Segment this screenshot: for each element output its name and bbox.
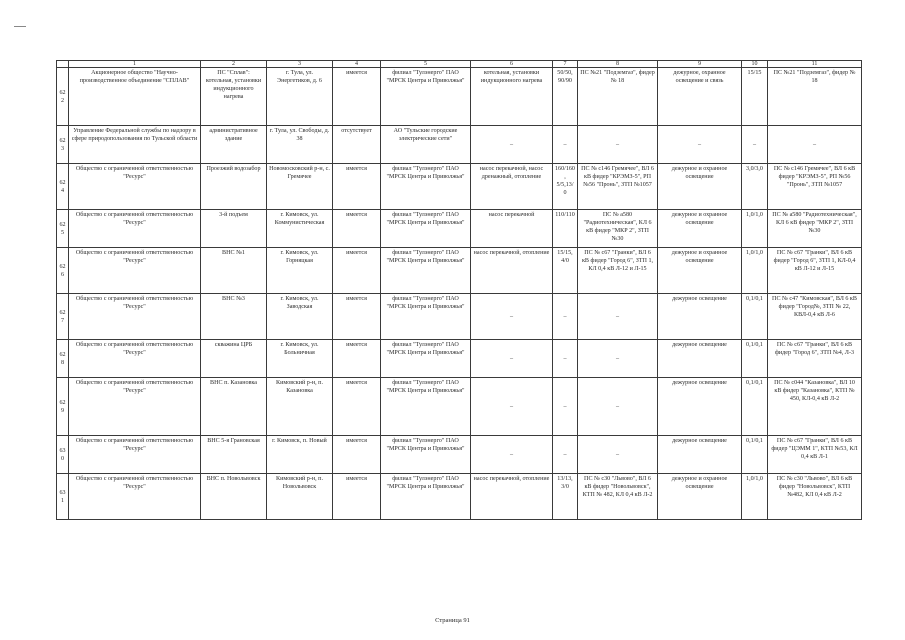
table-cell-col-10: 0,1/0,1	[742, 294, 768, 340]
table-cell-col-3: Новомосковский р-н, с. Гремячее	[267, 164, 333, 210]
table-cell-col-9: дежурное и охранное освещение	[658, 474, 742, 520]
table-cell-col-9: дежурное освещение	[658, 340, 742, 378]
table-cell-col-5: филиал "Тулэнерго" ПАО "МРСК Центра и Приволжья"	[381, 378, 471, 436]
table-cell-col-8: ПС № а580 "Радиотехническая", КЛ 6 кВ фидер "МКР 2", ЗТП №30	[578, 210, 658, 248]
table-cell-col-9: –	[658, 126, 742, 164]
table-cell-col-11: ПС № с67 "Гранки", ВЛ 6 кВ фидер "ЦЭММ 1", КТП №53, КЛ 0,4 кВ Л-1	[768, 436, 862, 474]
table-cell-col-6: –	[471, 378, 553, 436]
table-cell-col-6: насос перекачной, отопление	[471, 248, 553, 294]
table-cell-col-10: 1,0/1,0	[742, 210, 768, 248]
table-cell-col-3: г. Кимовск, ул. Больничная	[267, 340, 333, 378]
table-cell-col-11: ПС № с47 "Кимовская", ВЛ 6 кВ фидер "Город№, ЗТП № 22, КВЛ-0,4 кВ Л-6	[768, 294, 862, 340]
header-cell: 11	[768, 61, 862, 68]
table-cell-col-3: г. Кимовск, ул. Заводская	[267, 294, 333, 340]
table-cell-col-8: ПС № с67 "Гранки", ВЛ 6 кВ фидер "Город 6", ЗТП 1, КЛ 0,4 кВ Л-12 и Л-15	[578, 248, 658, 294]
table-cell-col-10: 15/15	[742, 68, 768, 126]
header-cell: 2	[201, 61, 267, 68]
table-cell-col-5: филиал "Тулэнерго" ПАО "МРСК Центра и Приволжья"	[381, 164, 471, 210]
row-number: 622	[57, 68, 69, 126]
header-cell: 6	[471, 61, 553, 68]
table-cell-col-3: Кимовский р-н, п. Новольвовск	[267, 474, 333, 520]
table-cell-col-1: Управление Федеральной службы по надзору в сфере природопользования по Тульской области	[69, 126, 201, 164]
table-cell-col-3: г. Кимовск, ул. Коммунистическая	[267, 210, 333, 248]
table-row	[57, 126, 862, 164]
table-cell-col-1: Акционерное общество "Научно-производственное объединение "СПЛАВ"	[69, 68, 201, 126]
table-cell-col-3: Кимовский р-н, п. Казановка	[267, 378, 333, 436]
row-number: 625	[57, 210, 69, 248]
table-cell-col-6: насос перекачной, отопление	[471, 474, 553, 520]
table-cell-col-7: 160/160, 5/5,13/0	[553, 164, 578, 210]
table-cell-col-6: насос перекачной	[471, 210, 553, 248]
table-row	[57, 378, 862, 436]
table-cell-col-8: –	[578, 294, 658, 340]
table-row	[57, 248, 862, 294]
header-cell: 4	[333, 61, 381, 68]
table-cell-col-5: филиал "Тулэнерго" ПАО "МРСК Центра и Приволжья"	[381, 210, 471, 248]
table-cell-col-6: насос перекачной, насос дренажный, отопление	[471, 164, 553, 210]
table-cell-col-1: Общество с ограниченной ответственностью "Ресурс"	[69, 378, 201, 436]
table-row	[57, 68, 862, 126]
table-cell-col-6: котельная, установки индукционного нагрева	[471, 68, 553, 126]
table-cell-col-7: 13/13, 3/0	[553, 474, 578, 520]
table-cell-col-8: –	[578, 378, 658, 436]
header-cell: 1	[69, 61, 201, 68]
table-cell-col-11: ПС № с044 "Казановка", ВЛ 10 кВ фидер "Казановка", КТП № 450, КЛ-0,4 кВ Л-2	[768, 378, 862, 436]
table-row	[57, 474, 862, 520]
table-cell-col-2: ВНС 5-я Грановская	[201, 436, 267, 474]
table-cell-col-8: ПС № с30 "Львово", ВЛ 6 кВ фидер "Новольвовск", КТП № 482, КЛ 0,4 кВ Л-2	[578, 474, 658, 520]
header-cell: 7	[553, 61, 578, 68]
scan-mark	[14, 26, 26, 27]
table-cell-col-2: ПС "Сплав": котельная, установки индукционного нагрева	[201, 68, 267, 126]
header-cell: 5	[381, 61, 471, 68]
table-cell-col-7: –	[553, 340, 578, 378]
table-cell-col-4: имеется	[333, 378, 381, 436]
table-cell-col-2: Проезжий водозабор	[201, 164, 267, 210]
table-row	[57, 210, 862, 248]
table-cell-col-10: 3,0/3,0	[742, 164, 768, 210]
table-cell-col-5: филиал "Тулэнерго" ПАО "МРСК Центра и Приволжья"	[381, 248, 471, 294]
table-cell-col-6: –	[471, 436, 553, 474]
table-cell-col-2: ВНС №1	[201, 248, 267, 294]
row-number: 630	[57, 436, 69, 474]
table-cell-col-11: ПС № а580 "Радиотехническая", КЛ 6 кВ фидер "МКР 2", ЗТП №30	[768, 210, 862, 248]
table-cell-col-2: ВНС №3	[201, 294, 267, 340]
table-cell-col-9: дежурное, охранное освещение и связь	[658, 68, 742, 126]
table-cell-col-1: Общество с ограниченной ответственностью "Ресурс"	[69, 436, 201, 474]
table-cell-col-4: имеется	[333, 340, 381, 378]
header-cell-blank	[57, 61, 69, 68]
header-cell: 10	[742, 61, 768, 68]
table-cell-col-10: 0,1/0,1	[742, 340, 768, 378]
table-cell-col-4: имеется	[333, 474, 381, 520]
table-cell-col-5: АО "Тульские городские электрические сети"	[381, 126, 471, 164]
page-footer: Страница 91	[435, 617, 470, 624]
table-cell-col-5: филиал "Тулэнерго" ПАО "МРСК Центра и Приволжья"	[381, 294, 471, 340]
table-cell-col-2: административное здание	[201, 126, 267, 164]
table-cell-col-8: –	[578, 436, 658, 474]
table-cell-col-8: ПС №21 "Подземгаз", фидер № 18	[578, 68, 658, 126]
table-cell-col-4: имеется	[333, 210, 381, 248]
table-row	[57, 164, 862, 210]
table-cell-col-11: ПС № с146 Гремячее", ВЛ 6 кВ фидер "КРЭМЗ-5", РП №56 "Пронь", ЗТП №1057	[768, 164, 862, 210]
table-cell-col-8: ПС № с146 Гремячее", ВЛ 6 кВ фидер "КРЭМЗ-5", РП №56 "Пронь", ЗТП №1057	[578, 164, 658, 210]
table-cell-col-6: –	[471, 294, 553, 340]
table-cell-col-4: имеется	[333, 68, 381, 126]
table-cell-col-6: –	[471, 340, 553, 378]
table-cell-col-1: Общество с ограниченной ответственностью "Ресурс"	[69, 340, 201, 378]
table-cell-col-9: дежурное и охранное освещение	[658, 248, 742, 294]
table-cell-col-11: ПС № с67 "Гранки", ВЛ 6 кВ фидер "Город 6", ЗТП 1, КЛ-0,4 кВ Л-12 и Л-15	[768, 248, 862, 294]
table-cell-col-10: 0,1/0,1	[742, 378, 768, 436]
header-cell: 3	[267, 61, 333, 68]
table-cell-col-11: ПС № с67 "Гранки", ВЛ 6 кВ фидер "Город 6", ЗТП №4, Л-3	[768, 340, 862, 378]
table-cell-col-5: филиал "Тулэнерго" ПАО "МРСК Центра и Приволжья"	[381, 436, 471, 474]
table-cell-col-8: –	[578, 340, 658, 378]
table-cell-col-2: ВНС п. Казановка	[201, 378, 267, 436]
table-cell-col-1: Общество с ограниченной ответственностью "Ресурс"	[69, 164, 201, 210]
table-cell-col-9: дежурное освещение	[658, 294, 742, 340]
table-cell-col-3: г. Тула, ул. Свободы, д. 38	[267, 126, 333, 164]
header-cell: 9	[658, 61, 742, 68]
header-row	[57, 61, 862, 68]
table-cell-col-2: 3-й подъем	[201, 210, 267, 248]
row-number: 627	[57, 294, 69, 340]
table-body	[57, 61, 862, 520]
table-cell-col-7: –	[553, 436, 578, 474]
table-cell-col-5: филиал "Тулэнерго" ПАО "МРСК Центра и Приволжья"	[381, 474, 471, 520]
table-cell-col-1: Общество с ограниченной ответственностью "Ресурс"	[69, 294, 201, 340]
table-cell-col-7: 15/15, 4/0	[553, 248, 578, 294]
table-cell-col-11: –	[768, 126, 862, 164]
table-cell-col-2: ВНС п. Новольвовск	[201, 474, 267, 520]
table-cell-col-4: имеется	[333, 164, 381, 210]
table-cell-col-7: –	[553, 378, 578, 436]
table-cell-col-7: –	[553, 126, 578, 164]
table-cell-col-11: ПС №21 "Подземгаз", фидер № 18	[768, 68, 862, 126]
table-cell-col-4: имеется	[333, 294, 381, 340]
table-row	[57, 340, 862, 378]
table-cell-col-9: дежурное и охранное освещение	[658, 164, 742, 210]
table-cell-col-8: –	[578, 126, 658, 164]
table-cell-col-10: 1,0/1,0	[742, 248, 768, 294]
table-row	[57, 436, 862, 474]
row-number: 623	[57, 126, 69, 164]
table-cell-col-5: филиал "Тулэнерго" ПАО "МРСК Центра и Приволжья"	[381, 68, 471, 126]
table-cell-col-3: г. Кимовск, ул. Горняцкая	[267, 248, 333, 294]
table-cell-col-10: –	[742, 126, 768, 164]
table-cell-col-7: –	[553, 294, 578, 340]
table-cell-col-11: ПС № с30 "Львово", ВЛ 6 кВ фидер "Новольвовск", КТП №482, КЛ 0,4 кВ Л-2	[768, 474, 862, 520]
table-cell-col-9: дежурное освещение	[658, 378, 742, 436]
row-number: 628	[57, 340, 69, 378]
table-cell-col-3: г. Тула, ул. Энергетиков, д. 6	[267, 68, 333, 126]
table-cell-col-2: скважина ЦРБ	[201, 340, 267, 378]
row-number: 631	[57, 474, 69, 520]
table-cell-col-4: имеется	[333, 248, 381, 294]
table-cell-col-10: 0,1/0,1	[742, 436, 768, 474]
table-cell-col-1: Общество с ограниченной ответственностью "Ресурс"	[69, 474, 201, 520]
table-cell-col-9: дежурное и охранное освещение	[658, 210, 742, 248]
table-cell-col-4: имеется	[333, 436, 381, 474]
table-cell-col-3: г. Кимовск, п. Новый	[267, 436, 333, 474]
table-cell-col-6: –	[471, 126, 553, 164]
table-cell-col-7: 110/110	[553, 210, 578, 248]
header-cell: 8	[578, 61, 658, 68]
table-cell-col-5: филиал "Тулэнерго" ПАО "МРСК Центра и Приволжья"	[381, 340, 471, 378]
row-number: 624	[57, 164, 69, 210]
table-cell-col-10: 1,0/1,0	[742, 474, 768, 520]
table-cell-col-1: Общество с ограниченной ответственностью "Ресурс"	[69, 248, 201, 294]
table-cell-col-9: дежурное освещение	[658, 436, 742, 474]
table-cell-col-1: Общество с ограниченной ответственностью "Ресурс"	[69, 210, 201, 248]
row-number: 626	[57, 248, 69, 294]
row-number: 629	[57, 378, 69, 436]
energy-objects-table	[56, 60, 862, 520]
table-row	[57, 294, 862, 340]
table-cell-col-7: 50/50, 90/90	[553, 68, 578, 126]
table-cell-col-4: отсутствует	[333, 126, 381, 164]
